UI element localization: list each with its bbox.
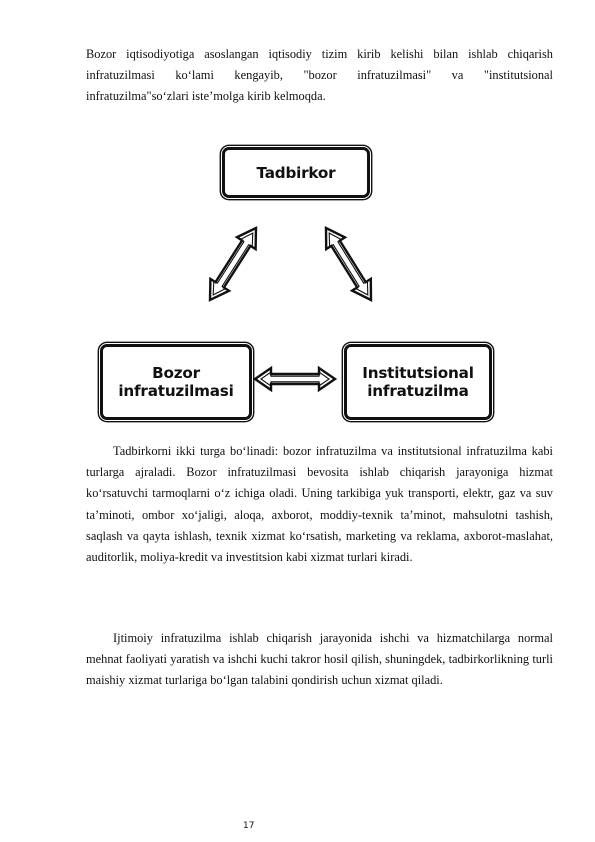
institutsional-infratuzilma-box: Institutsional infratuzilma (344, 344, 492, 420)
infrastructure-diagram (88, 136, 502, 426)
double-arrow-horizontal (255, 368, 335, 390)
tadbirkor-box: Tadbirkor (222, 147, 370, 198)
double-arrow-top-right (326, 228, 371, 300)
social-infrastructure-paragraph: Ijtimoiy infratuzilma ishlab chiqarish jarayonida ishchi va hizmatchilarga normal mehnat faoliyati yaratish va ishchi kuchi takror hosil qilish, shuningdek, tadbirkorlikning turli maishiy xizmat turlariga bo‘lgan talabini qondirish uchun xizmat qiladi. (86, 631, 553, 688)
bozor-infratuzilmasi-box: Bozor infratuzilmasi (100, 344, 252, 420)
page-number: 17 (243, 821, 255, 831)
intro-paragraph: Bozor iqtisodiyotiga asoslangan iqtisodiy tizim kirib kelishi bilan ishlab chiqarish infratuzilmasi ko‘lami kengayib, "bozor infratuzilmasi" va "institutsional infratuzilma"so‘zlari iste’molga kirib kelmoqda. (86, 47, 553, 104)
double-arrow-top-left (210, 228, 256, 300)
types-paragraph: Tadbirkorni ikki turga bo‘linadi: bozor infratuzilma va institutsional infratuzilma kabi turlarga ajraladi. Bozor infratuzilmasi bevosita ishlab chiqarish jarayoniga hizmat ko‘rsatuvchi tarmoqlarni o‘z ichiga oladi. Uning tarkibiga yuk transporti, elektr, gaz va suv ta’minoti, ombor xo‘jaligi, aloqa, axborot, moddiy-texnik ta’minot, mahsulotni tashish, saqlash va qayta ishlash, texnik xizmat ko‘rsatish, marketing va reklama, axborot-maslahat, auditorlik, moliya-kredit va investitsion kabi xizmat turlari kiradi. (86, 444, 553, 565)
